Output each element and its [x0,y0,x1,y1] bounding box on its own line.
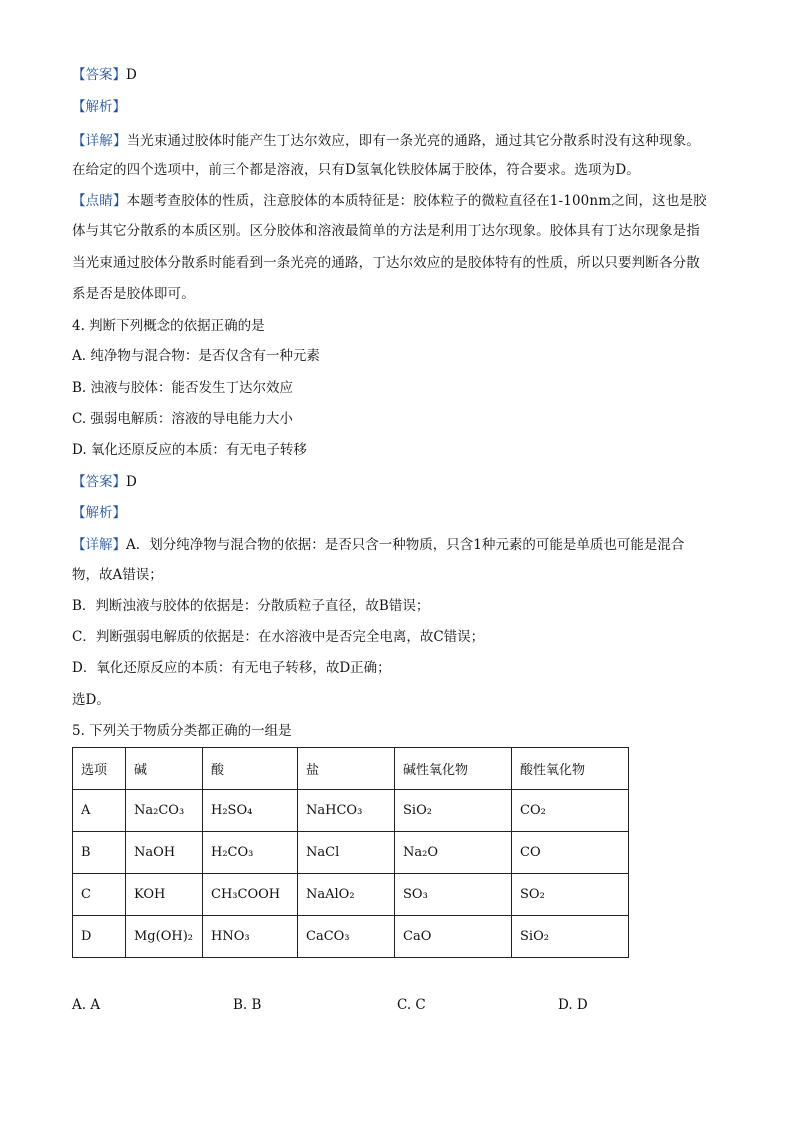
table-cell: KOH [126,874,203,916]
analysis-tag: 【解析】 [72,99,126,115]
q5-option-d: D. D [558,997,588,1013]
table-cell: HNO₃ [203,916,298,958]
table-row [73,874,629,916]
answer-tag: 【答案】 [72,474,126,490]
table-row [73,790,629,832]
q3-comment-line-4: 系是否是胶体即可。 [72,286,195,302]
answer-value: D [126,67,137,83]
table-cell: SiO₂ [395,790,512,832]
table-header-cell: 盐 [298,748,395,790]
table-cell: CO₂ [512,790,629,832]
table-cell: SiO₂ [512,916,629,958]
q3-answer-line [72,65,137,85]
comment-text: 本题考查胶体的性质，注意胶体的本质特征是：胶体粒子的微粒直径在1-100nm之间，这也是胶 [126,193,707,209]
table-cell: Na₂CO₃ [126,790,203,832]
q3-detail-line-2: 在给定的四个选项中，前三个都是溶液，只有D氢氧化铁胶体属于胶体，符合要求。选项为D。 [72,162,640,178]
q4-option-b: B. 浊液与胶体：能否发生丁达尔效应 [72,380,294,396]
q5-option-c: C. C [397,997,426,1013]
table-cell: C [73,874,126,916]
table-header-cell: 酸性氧化物 [512,748,629,790]
table-header-cell: 碱性氧化物 [395,748,512,790]
analysis-tag: 【解析】 [72,505,126,521]
table-cell: NaCl [298,832,395,874]
table-cell: NaAlO₂ [298,874,395,916]
table-header-cell: 碱 [126,748,203,790]
table-cell: H₂CO₃ [203,832,298,874]
q4-detail-c: C．判断强弱电解质的依据是：在水溶液中是否完全电离，故C错误； [72,629,485,645]
answer-value: D [126,474,137,490]
table-header-cell: 选项 [73,748,126,790]
q4-option-a: A. 纯净物与混合物：是否仅含有一种元素 [72,348,320,364]
q4-conclusion: 选D。 [72,692,110,708]
q4-detail-b: B．判断浊液与胶体的依据是：分散质粒子直径，故B错误； [72,598,430,614]
q4-analysis-line [72,503,126,523]
table-cell: CaO [395,916,512,958]
comment-tag: 【点睛】 [72,193,127,209]
q4-answer-line [72,472,137,492]
q3-comment-line-1 [72,191,707,211]
table-cell: NaHCO₃ [298,790,395,832]
table-cell: NaOH [126,832,203,874]
q4-option-d: D. 氧化还原反应的本质：有无电子转移 [72,442,307,458]
q4-detail-d: D．氧化还原反应的本质：有无电子转移，故D正确； [72,660,391,676]
detail-tag: 【详解】 [72,133,127,149]
detail-text: A．划分纯净物与混合物的依据：是否只含一种物质，只含1种元素的可能是单质也可能是混合 [126,537,685,553]
q3-comment-line-3: 当光束通过胶体分散系时能看到一条光亮的通路，丁达尔效应的是胶体特有的性质，所以只要判断各分散 [72,255,700,271]
table-cell: SO₃ [395,874,512,916]
table-header-cell: 酸 [203,748,298,790]
q5-option-b: B. B [233,997,262,1013]
q4-detail-line-1 [72,535,684,555]
table-row [73,832,629,874]
q5-question: 5. 下列关于物质分类都正确的一组是 [72,723,292,739]
table-cell: B [73,832,126,874]
detail-text: 当光束通过胶体时能产生丁达尔效应，即有一条光亮的通路，通过其它分散系时没有这种现象。 [126,133,700,149]
table-cell: H₂SO₄ [203,790,298,832]
table-cell: Mg(OH)₂ [126,916,203,958]
q4-detail-line-2: 物，故A错误； [72,567,163,583]
table-cell: SO₂ [512,874,629,916]
q4-question: 4. 判断下列概念的依据正确的是 [72,318,265,334]
table-cell: A [73,790,126,832]
detail-tag: 【详解】 [72,537,126,553]
table-cell: CaCO₃ [298,916,395,958]
table-row [73,916,629,958]
table-cell: CH₃COOH [203,874,298,916]
table-cell: Na₂O [395,832,512,874]
q3-detail-line-1 [72,131,700,151]
q4-option-c: C. 强弱电解质：溶液的导电能力大小 [72,411,293,427]
table-header-row [73,748,629,790]
answer-tag: 【答案】 [72,67,126,83]
table-cell: CO [512,832,629,874]
q3-comment-line-2: 体与其它分散系的本质区别。区分胶体和溶液最简单的方法是利用丁达尔现象。胶体具有丁达尔现象是指 [72,223,700,239]
q5-option-a: A. A [72,997,101,1013]
classification-table [72,747,629,958]
q3-analysis-line [72,97,126,117]
table-cell: D [73,916,126,958]
